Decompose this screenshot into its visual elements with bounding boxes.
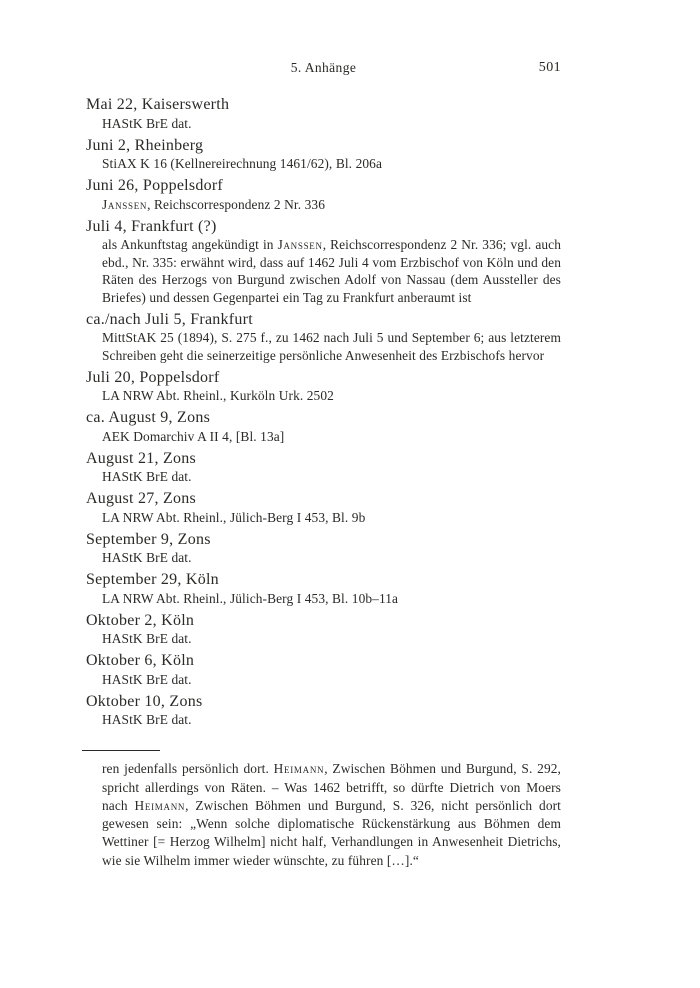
itinerary-entry: [86, 176, 561, 213]
entry-source-note: [86, 590, 561, 608]
text-run: HAStK BrE dat.: [102, 631, 192, 646]
footnote-area: [86, 750, 561, 870]
entry-source-note: [86, 155, 561, 173]
footnote-separator-rule: [82, 750, 160, 751]
entry-date-place-heading: Juni 26, Poppelsdorf: [86, 177, 223, 194]
running-head: [86, 59, 561, 76]
entry-date-place-heading: September 29, Köln: [86, 571, 219, 588]
text-run: StiAX K 16 (Kellnereirechnung 1461/62), Bl. 206a: [102, 156, 383, 171]
text-run: ren jedenfalls persönlich dort.: [102, 761, 274, 777]
itinerary-entry: [86, 530, 561, 567]
entry-date-place-heading: Juli 20, Poppelsdorf: [86, 368, 220, 386]
text-run: , Reichscorrespondenz 2 Nr. 336; vgl. auch ebd., Nr. 335: erwähnt wird, dass auf 1462 Juli 4 vom Erzbischof von Köln und den Räten des Herzogs von Burgund zwischen Adolf von Nassau (dem Aussteller des Briefes) und dessen Gegenpartei ein Tag zu Frankfurt anberaumt ist: [102, 237, 561, 305]
text-run: HAStK BrE dat.: [102, 671, 192, 687]
entry-date-place-heading: Oktober 10, Zons: [86, 692, 203, 710]
entry-source-note: [86, 196, 561, 214]
entry-source-note: [86, 549, 561, 567]
chapter-title: 5. Anhänge: [290, 60, 357, 75]
entry-date-place-heading: August 27, Zons: [86, 490, 196, 507]
itinerary-entry: [86, 489, 561, 526]
text-run: HAStK BrE dat.: [102, 712, 192, 727]
entry-date-place-heading: Juni 2, Rheinberg: [86, 136, 204, 154]
entry-date-place-heading: September 9, Zons: [86, 530, 211, 548]
text-run: , Zwischen Böhmen und Burgund, S. 292, spricht allerdings von Räten. – Was 1462 betrifft, so dürfte Dietrich von Moers nach: [102, 761, 561, 813]
itinerary-entry: [86, 449, 561, 486]
itinerary-entry: [86, 368, 561, 405]
text-run: LA NRW Abt. Rheinl., Jülich-Berg I 453, Bl. 10b–11a: [102, 590, 399, 606]
entry-source-note: [86, 236, 561, 306]
smallcaps-author-name: Heimann: [134, 797, 186, 813]
entry-source-note: [86, 711, 561, 729]
text-run: , Reichscorrespondenz 2 Nr. 336: [147, 196, 326, 212]
entry-source-note: [86, 329, 561, 364]
text-run: als Ankunftstag angekündigt in: [102, 237, 278, 252]
text-run: LA NRW Abt. Rheinl., Jülich-Berg I 453, Bl. 9b: [102, 509, 366, 525]
entry-date-place-heading: Oktober 6, Köln: [86, 652, 195, 669]
entry-source-note: [86, 630, 561, 648]
text-run: MittStAK 25 (1894), S. 275 f., zu 1462 nach Juli 5 und September 6; aus letzterem Schreiben geht die seinerzeitige persönliche Anwesenheit des Erzbischofs hervor: [102, 330, 561, 363]
entry-source-note: [86, 671, 561, 689]
entry-source-note: [86, 387, 561, 405]
footnote-text: [86, 760, 561, 870]
text-run: HAStK BrE dat.: [102, 469, 192, 484]
entry-source-note: [86, 468, 561, 486]
entry-date-place-heading: Mai 22, Kaiserswerth: [86, 96, 230, 113]
entry-date-place-heading: ca./nach Juli 5, Frankfurt: [86, 310, 253, 328]
text-run: , Zwischen Böhmen und Burgund, S. 326, nicht persönlich dort gewesen sein: „Wenn solche diplomatische Rückenstärkung aus Böhmen dem Wettiner [= Herzog Wilhelm] nicht half, Verhandlungen in Anwesenheit Dietrichs, wie sie Wilhelm immer wieder wünschte, zu führen […].“: [102, 797, 561, 868]
text-run: HAStK BrE dat.: [102, 115, 192, 131]
itinerary-entry: [86, 651, 561, 688]
smallcaps-author-name: Janssen: [102, 196, 148, 212]
itinerary-entry: [86, 692, 561, 729]
text-run: AEK Domarchiv A II 4, [Bl. 13a]: [102, 428, 285, 444]
entry-source-note: [86, 509, 561, 527]
itinerary-entry: [86, 217, 561, 307]
itinerary-entry: [86, 310, 561, 365]
itinerary-entry: [86, 611, 561, 648]
smallcaps-author-name: Heimann: [273, 761, 325, 777]
entry-list: [86, 95, 561, 732]
itinerary-entry: [86, 95, 561, 132]
itinerary-entry: [86, 570, 561, 607]
entry-date-place-heading: Juli 4, Frankfurt (?): [86, 217, 217, 235]
text-run: LA NRW Abt. Rheinl., Kurköln Urk. 2502: [102, 388, 334, 403]
entry-source-note: [86, 115, 561, 133]
itinerary-entry: [86, 136, 561, 173]
entry-date-place-heading: Oktober 2, Köln: [86, 611, 195, 629]
page-number: 501: [538, 60, 561, 75]
entry-date-place-heading: August 21, Zons: [86, 449, 196, 467]
itinerary-entry: [86, 408, 561, 445]
smallcaps-author-name: Janssen: [277, 237, 323, 252]
entry-source-note: [86, 428, 561, 446]
entry-date-place-heading: ca. August 9, Zons: [86, 409, 211, 426]
text-run: HAStK BrE dat.: [102, 550, 192, 565]
